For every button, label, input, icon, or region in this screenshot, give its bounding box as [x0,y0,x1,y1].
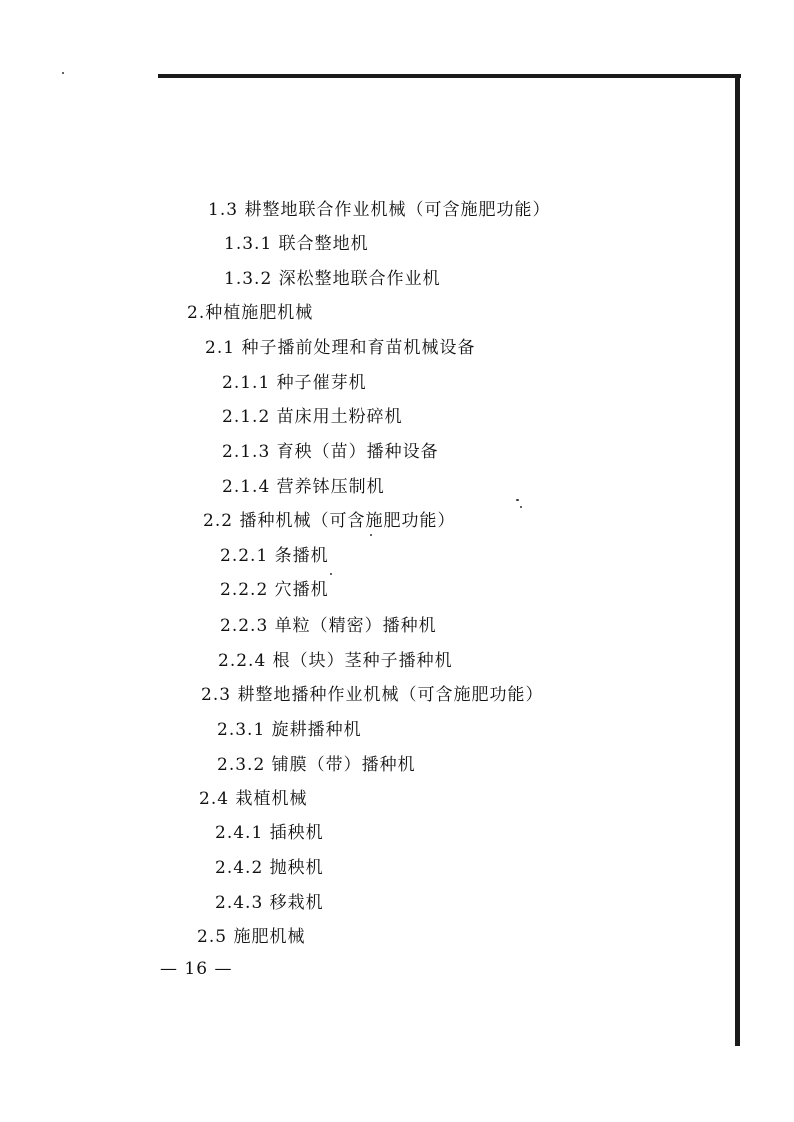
toc-item-2-2-1: 2.2.1 条播机 [220,546,329,566]
toc-item-2-5: 2.5 施肥机械 [197,927,306,947]
toc-item-2-3-1: 2.3.1 旋耕播种机 [217,720,362,740]
scan-speck [516,499,519,501]
right-border-rule [735,74,740,1046]
scan-speck [370,534,372,536]
toc-item-2-2-3: 2.2.3 单粒（精密）播种机 [220,616,437,636]
toc-item-2-1-1: 2.1.1 种子催芽机 [222,373,367,393]
toc-item-2-3: 2.3 耕整地播种作业机械（可含施肥功能） [201,685,544,705]
page-number: — 16 — [160,959,233,979]
toc-item-2-4-1: 2.4.1 插秧机 [215,823,324,843]
toc-item-1-3-1: 1.3.1 联合整地机 [224,234,369,254]
top-border-rule [158,74,741,78]
toc-item-2-3-2: 2.3.2 铺膜（带）播种机 [217,755,416,775]
toc-item-2-1: 2.1 种子播前处理和育苗机械设备 [205,338,476,358]
toc-item-2-2: 2.2 播种机械（可含施肥功能） [203,511,456,531]
scan-speck [330,573,332,575]
toc-item-2-2-2: 2.2.2 穴播机 [220,580,329,600]
toc-item-2-2-4: 2.2.4 根（块）茎种子播种机 [218,651,453,671]
toc-item-1-3-2: 1.3.2 深松整地联合作业机 [224,269,441,289]
toc-item-2-1-4: 2.1.4 营养钵压制机 [222,477,385,497]
scan-speck [62,72,64,74]
toc-item-2-4: 2.4 栽植机械 [199,789,308,809]
toc-item-2-4-2: 2.4.2 抛秧机 [215,858,324,878]
toc-item-2-4-3: 2.4.3 移栽机 [215,893,324,913]
toc-item-2-1-2: 2.1.2 苗床用土粉碎机 [222,407,403,427]
toc-item-2-1-3: 2.1.3 育秧（苗）播种设备 [222,442,439,462]
toc-item-1-3: 1.3 耕整地联合作业机械（可含施肥功能） [208,200,551,220]
toc-item-2: 2.种植施肥机械 [187,303,314,323]
scan-speck [520,506,522,508]
